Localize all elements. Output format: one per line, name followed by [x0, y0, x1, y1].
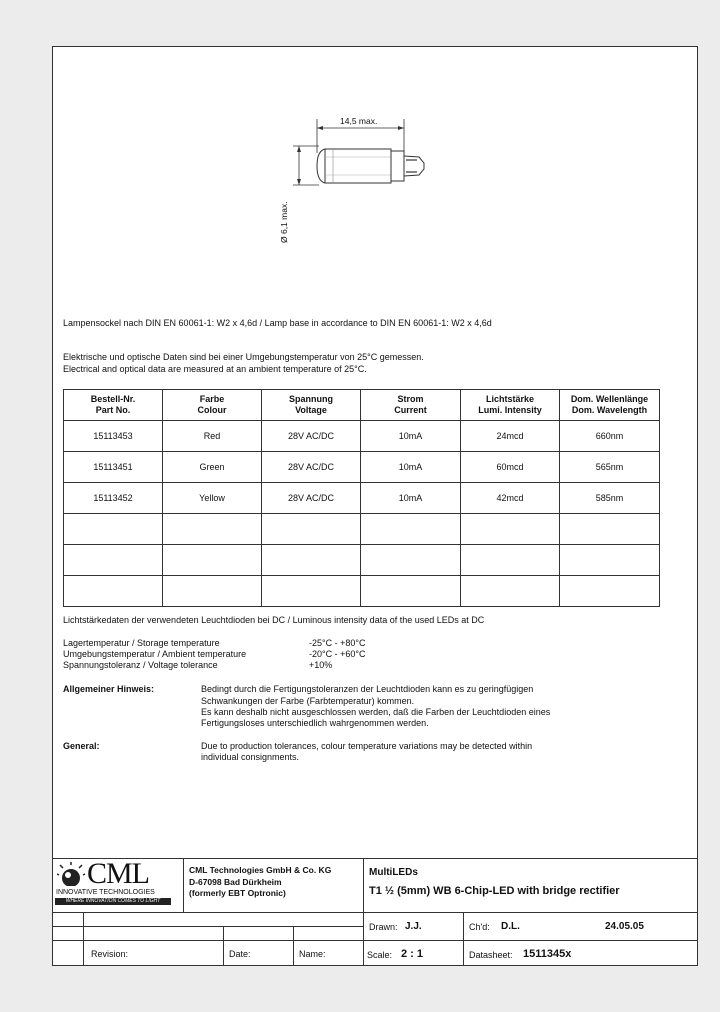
wavelength-cell: 585nm — [560, 483, 660, 514]
general-de-label: Allgemeiner Hinweis: — [63, 684, 155, 694]
general-en-line: individual consignments. — [201, 752, 300, 762]
scale-label: Scale: — [367, 950, 393, 960]
socket-line: Lampensockel nach DIN EN 60061-1: W2 x 4,6d / Lamp base in accordance to DIN EN 60061-1: W2 x 4,6d — [63, 318, 492, 328]
scale-value: 2 : 1 — [401, 948, 424, 960]
chd-value: D.L. — [501, 921, 520, 932]
spec-value: -20°C - +60°C — [309, 649, 366, 659]
drawn-value: J.J. — [405, 921, 422, 932]
header-current: Strom Current — [361, 390, 461, 421]
datasheet-label: Datasheet: — [469, 950, 513, 960]
general-en-label: General: — [63, 741, 100, 751]
header-voltage: Spannung Voltage — [262, 390, 361, 421]
part-no-cell: 15113452 — [64, 483, 163, 514]
date-value: 24.05.05 — [605, 921, 644, 932]
table-row — [64, 421, 660, 452]
general-de-line: Es kann deshalb nicht ausgeschlossen werden, daß die Farben der Leuchtdioden eines — [201, 707, 551, 717]
table-row-empty — [64, 576, 660, 607]
colour-cell: Red — [163, 421, 262, 452]
part-no-cell: 15113453 — [64, 421, 163, 452]
diameter-dimension: Ø 6,1 max. — [279, 201, 289, 243]
company-address: D-67098 Bad Dürkheim — [189, 877, 282, 887]
chd-label: Ch'd: — [469, 922, 490, 932]
colour-cell: Yellow — [163, 483, 262, 514]
colour-cell: Green — [163, 452, 262, 483]
spec-table — [63, 389, 660, 607]
ambient-de: Elektrische und optische Daten sind bei einer Umgebungstemperatur von 25°C gemessen. — [63, 352, 424, 362]
general-en-line: Due to production tolerances, colour temperature variations may be detected within — [201, 741, 533, 751]
table-row-empty — [64, 514, 660, 545]
header-part-no: Bestell-Nr. Part No. — [64, 390, 163, 421]
led-drawing — [281, 111, 471, 261]
voltage-cell: 28V AC/DC — [262, 483, 361, 514]
spec-label: Spannungstoleranz / Voltage tolerance — [63, 660, 218, 670]
header-wavelength: Dom. Wellenlänge Dom. Wavelength — [560, 390, 660, 421]
ambient-en: Electrical and optical data are measured at an ambient temperature of 25°C. — [63, 364, 367, 374]
revision-label: Revision: — [91, 949, 129, 959]
drawn-label: Drawn: — [369, 922, 398, 932]
current-cell: 10mA — [361, 452, 461, 483]
spec-value: +10% — [309, 660, 333, 670]
general-de-line: Bedingt durch die Fertigungstoleranzen der Leuchtdioden kann es zu geringfügigen — [201, 684, 534, 694]
product-line2: T1 ½ (5mm) WB 6-Chip-LED with bridge rectifier — [369, 885, 620, 897]
luminous-note: Lichtstärkedaten der verwendeten Leuchtdioden bei DC / Luminous intensity data of the used LEDs at DC — [63, 615, 485, 625]
intensity-cell: 60mcd — [461, 452, 560, 483]
wavelength-cell: 565nm — [560, 452, 660, 483]
intensity-cell: 24mcd — [461, 421, 560, 452]
cml-logo-tagline: WHERE INNOVATION COMES TO LIGHT — [55, 898, 171, 905]
datasheet-value: 1511345x — [523, 948, 572, 960]
part-no-cell: 15113451 — [64, 452, 163, 483]
voltage-cell: 28V AC/DC — [262, 452, 361, 483]
name-label: Name: — [299, 949, 326, 959]
table-row-empty — [64, 545, 660, 576]
datasheet-sheet — [52, 46, 698, 966]
intensity-cell: 42mcd — [461, 483, 560, 514]
general-de-line: Schwankungen der Farbe (Farbtemperatur) kommen. — [201, 696, 415, 706]
date-label: Date: — [229, 949, 251, 959]
spec-label: Lagertemperatur / Storage temperature — [63, 638, 220, 648]
current-cell: 10mA — [361, 483, 461, 514]
length-dimension: 14,5 max. — [340, 116, 378, 126]
spec-value: -25°C - +80°C — [309, 638, 366, 648]
cml-logo-text: CML — [87, 857, 150, 890]
header-colour: Farbe Colour — [163, 390, 262, 421]
table-row — [64, 452, 660, 483]
spec-label: Umgebungstemperatur / Ambient temperature — [63, 649, 247, 659]
product-line1: MultiLEDs — [369, 867, 418, 878]
general-de-line: Fertigungsloses unterschiedlich wahrgenommen werden. — [201, 718, 429, 728]
header-intensity: Lichtstärke Lumi. Intensity — [461, 390, 560, 421]
company-name: CML Technologies GmbH & Co. KG — [189, 865, 332, 875]
current-cell: 10mA — [361, 421, 461, 452]
company-former: (formerly EBT Optronic) — [189, 888, 286, 898]
cml-logo-sub: INNOVATIVE TECHNOLOGIES — [56, 889, 155, 896]
table-row — [64, 483, 660, 514]
cml-logo-emblem — [57, 862, 87, 886]
wavelength-cell: 660nm — [560, 421, 660, 452]
voltage-cell: 28V AC/DC — [262, 421, 361, 452]
table-header-row — [64, 390, 660, 421]
